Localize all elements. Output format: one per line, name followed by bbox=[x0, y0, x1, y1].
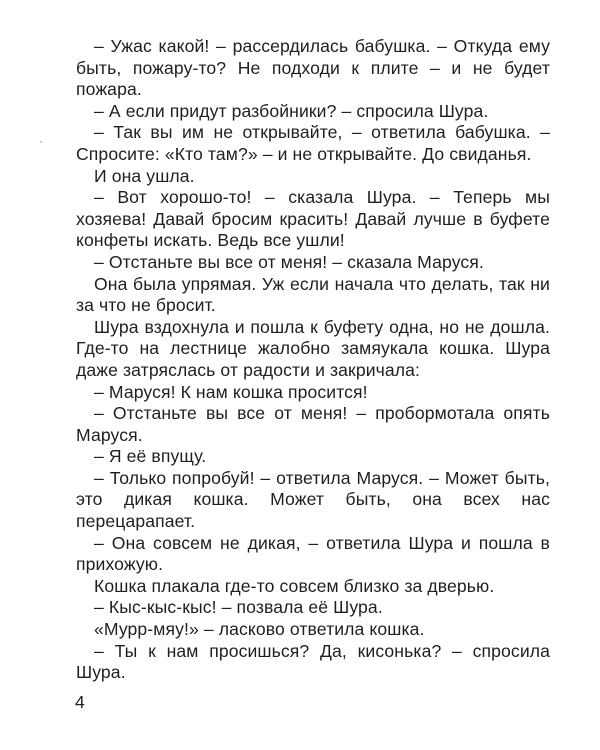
print-speck bbox=[40, 141, 42, 143]
paragraph: – Кыс-кыс-кыс! – позвала её Шура. bbox=[94, 597, 383, 618]
paragraph: И она ушла. bbox=[94, 165, 195, 186]
paragraph: – Она совсем не дикая, – ответила Шура и пошла в прихожую. bbox=[76, 532, 550, 575]
paragraph: – А если придут разбойники? – спросила Шура. bbox=[94, 100, 489, 121]
paragraph: «Мурр-мяу!» – ласково ответила кошка. bbox=[94, 619, 425, 640]
paragraph: – Ты к нам просишься? Да, кисонька? – спросила Шура. bbox=[76, 640, 550, 683]
paragraph: – Я её впущу. bbox=[94, 446, 207, 467]
page-number: 4 bbox=[75, 692, 85, 712]
paragraph: – Только попробуй! – ответила Маруся. – Может быть, это дикая кошка. Может быть, она всех нас перецарапает. bbox=[76, 467, 550, 532]
paragraph: – Маруся! К нам кошка просится! bbox=[94, 381, 368, 402]
paragraph: – Ужас какой! – рассердилась бабушка. – Откуда ему быть, пожару-то? Не подходи к плите – и не будет пожара. bbox=[76, 36, 550, 100]
paragraph: – Отстаньте вы все от меня! – сказала Маруся. bbox=[94, 251, 484, 272]
paragraph: – Так вы им не открывайте, – ответила бабушка. – Спросите: «Кто там?» – и не открывайте. До свиданья. bbox=[76, 122, 550, 164]
paragraph: Шура вздохнула и пошла к буфету одна, но не дошла. Где-то на лестнице жалобно замяукала кошка. Шура даже затряслась от радости и закричала: bbox=[76, 316, 550, 380]
paragraph: – Отстаньте вы все от меня! – пробормотала опять Маруся. bbox=[76, 403, 550, 445]
paragraph: Кошка плакала где-то совсем близко за дверью. bbox=[94, 575, 495, 596]
story-text bbox=[76, 36, 550, 684]
paragraph: – Вот хорошо-то! – сказала Шура. – Теперь мы хозяева! Давай бросим красить! Давай лучше в буфете конфеты искать. Ведь все ушли! bbox=[76, 187, 550, 251]
paragraph: Она была упрямая. Уж если начала что делать, так ни за что не бросит. bbox=[76, 273, 550, 316]
